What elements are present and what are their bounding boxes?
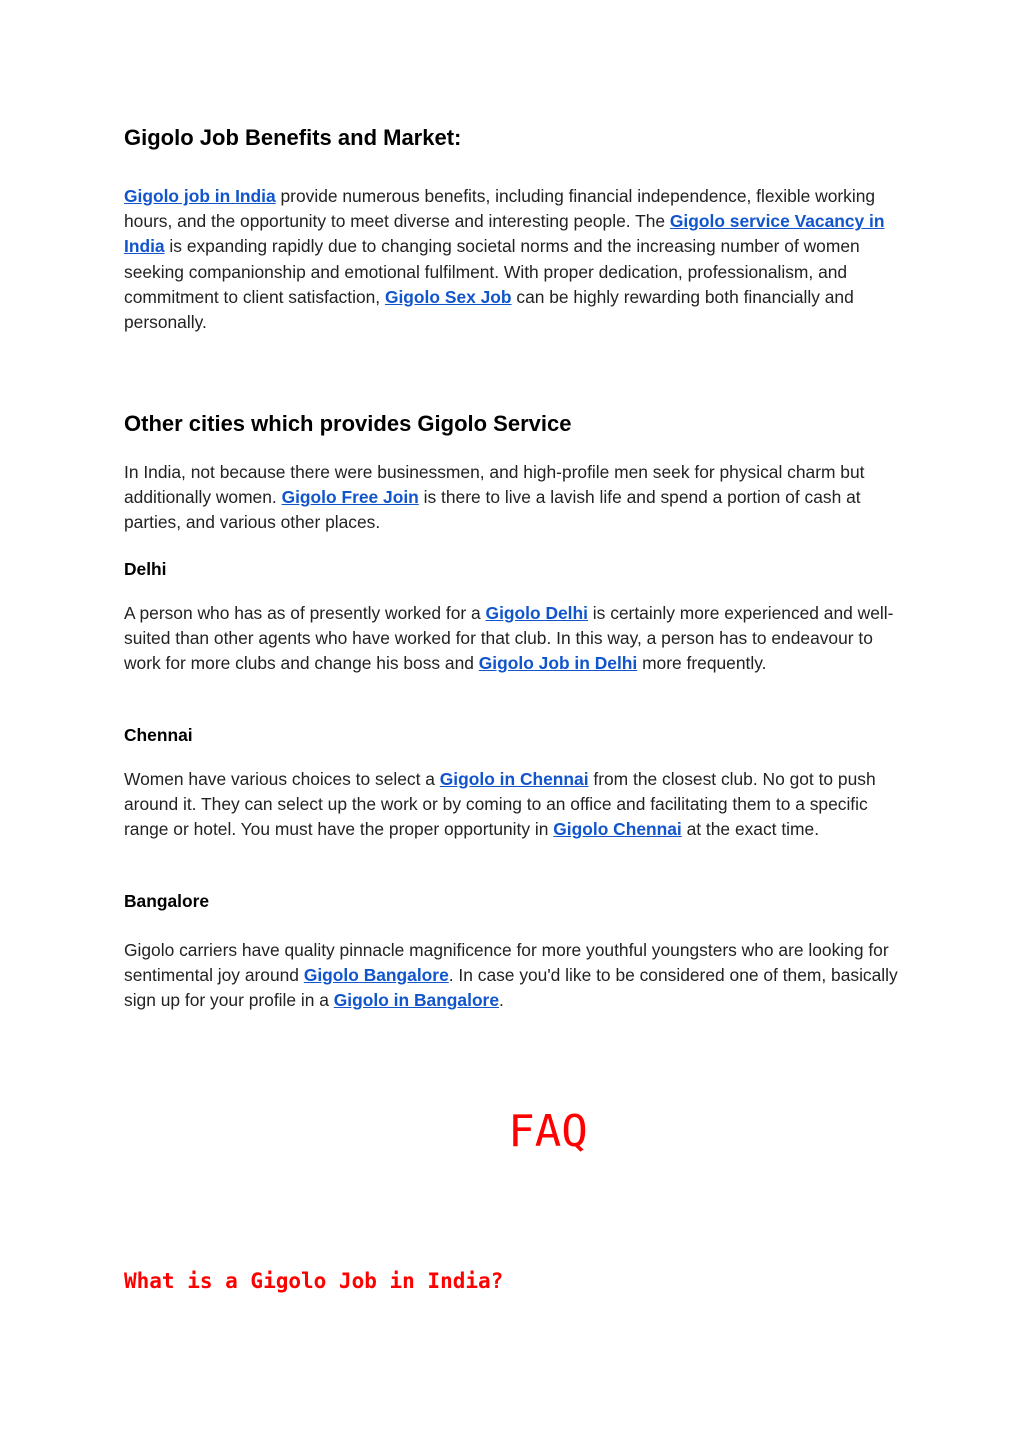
section-benefits	[124, 124, 904, 152]
link-gigolo-job-in-delhi[interactable]: Gigolo Job in Delhi	[478, 653, 638, 674]
section-other-cities	[124, 410, 904, 438]
paragraph-bangalore	[124, 938, 904, 1014]
subsection-chennai	[124, 723, 904, 747]
subsection-delhi	[124, 557, 904, 581]
paragraph-other-cities	[124, 460, 904, 536]
chennai-paragraph: Women have various choices to select a Gigolo in Chennai from the closest club. No got to push around it. They can select up the work or by coming to an office and facilitating them to a specific range or hotel. You must have the proper opportunity in Gigolo Chennai at the exact time.	[124, 769, 876, 840]
other-cities-paragraph: In India, not because there were businessmen, and high-profile men seek for physical charm but additionally women. Gigolo Free Join is there to live a lavish life and spend a portion of cash at parties, and various other places.	[124, 462, 865, 533]
link-gigolo-job-in-india[interactable]: Gigolo job in India	[124, 186, 276, 206]
subsection-bangalore	[124, 889, 904, 913]
subheading-delhi: Delhi	[124, 559, 167, 579]
link-gigolo-sex-job[interactable]: Gigolo Sex Job	[384, 286, 512, 307]
delhi-paragraph: A person who has as of presently worked for a Gigolo Delhi is certainly more experienced and well-suited than other agents who have worked for that club. In this way, a person has to endeavour to work for more clubs and change his boss and Gigolo Job in Delhi more frequently.	[124, 603, 894, 674]
link-gigolo-delhi[interactable]: Gigolo Delhi	[485, 603, 588, 623]
bangalore-paragraph: Gigolo carriers have quality pinnacle magnificence for more youthful youngsters who are looking for sentimental joy around Gigolo Bangalore. In case you'd like to be considered one of them, basically sign up for your profile in a Gigolo in Bangalore.	[124, 940, 898, 1011]
paragraph-delhi	[124, 601, 904, 677]
section-heading-other-cities: Other cities which provides Gigolo Service	[124, 411, 572, 436]
link-gigolo-in-bangalore[interactable]: Gigolo in Bangalore	[333, 990, 500, 1011]
subheading-chennai: Chennai	[124, 725, 193, 745]
section-heading-benefits: Gigolo Job Benefits and Market:	[124, 125, 462, 150]
paragraph-benefits	[124, 184, 904, 335]
subheading-bangalore: Bangalore	[124, 891, 210, 911]
link-gigolo-chennai[interactable]: Gigolo Chennai	[553, 819, 682, 840]
link-gigolo-bangalore[interactable]: Gigolo Bangalore	[303, 965, 449, 986]
link-gigolo-in-chennai[interactable]: Gigolo in Chennai	[439, 769, 589, 789]
paragraph-chennai	[124, 767, 904, 843]
faq-question-heading: What is a Gigolo Job in India?	[124, 1269, 504, 1293]
link-gigolo-service-vacancy[interactable]: Gigolo service Vacancy in India	[124, 211, 885, 257]
faq-title: FAQ	[508, 1106, 588, 1157]
link-gigolo-free-join[interactable]: Gigolo Free Join	[281, 487, 419, 508]
benefits-paragraph: Gigolo job in India provide numerous benefits, including financial independence, flexible working hours, and the opportunity to meet diverse and interesting people. The Gigolo service Vacancy in India is expanding rapidly due to changing societal norms and the increasing number of women seeking companionship and emotional fulfilment. With proper dedication, professionalism, and commitment to client satisfaction, Gigolo Sex Job can be highly rewarding both financially and personally.	[124, 186, 885, 333]
